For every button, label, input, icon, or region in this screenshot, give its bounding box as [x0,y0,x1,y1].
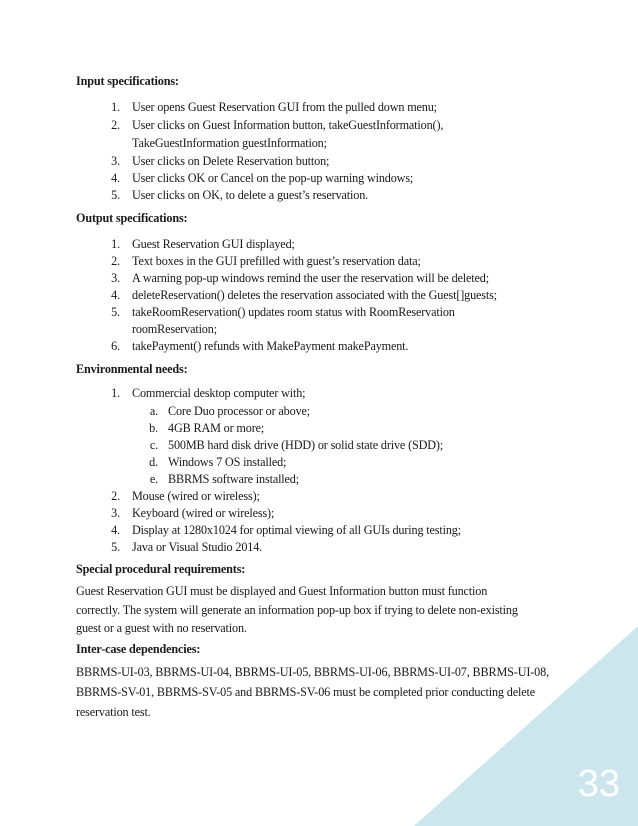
paragraph-line: BBRMS-SV-01, BBRMS-SV-05 and BBRMS-SV-06 must be completed prior conducting delete [76,685,535,699]
inter-case-dependencies-heading: Inter-case dependencies: [76,642,201,656]
paragraph-line: correctly. The system will generate an information pop-up box if trying to delete non-existing [76,603,518,617]
input-specifications-heading: Input specifications: [76,74,179,88]
document-page: Input specifications: 1. User opens Guest Reservation GUI from the pulled down menu; 2. User clicks on Guest Information button, takeGuestInformation(), TakeGuestInformation guestInformation; 3. User clicks on Delete Reservation button; 4. User clicks OK or Cancel on the pop-up warning windows; 5. User clicks on OK, to delete a guest’s reservation. Output specifications: 1. Guest Reservation GUI displayed; 2. Text boxes in the GUI prefilled with guest’s reservation data; 3. A warning pop-up windows remind the user the reservation will be deleted; 4. deleteReservation() deletes the reservation associated with the Guest[]guests; 5. takeRoomReservation() updates room status with RoomReservation roomReservation; 6. takePayment() refunds with MakePayment makePayment. Environmental needs: 1. Commercial desktop computer with; a. Core Duo processor or above; b. 4GB RAM or more; c. 500MB hard disk drive (HDD) or solid state drive (SDD); d. Windows 7 OS installed; e. BBRMS software installed; 2. Mouse (wired or wireless); 3. Keyboard (wired or wireless); 4. Display at 1280x1024 for optimal viewing of all GUIs during testing; 5. Java or Visual Studio 2014. Special procedural requirements: Guest Reservation GUI must be displayed and Guest Information button must function correctly. The system will generate an information pop-up box if trying to delete non-existing guest or a guest with no reservation. Inter-case dependencies: BBRMS-UI-03, BBRMS-UI-04, BBRMS-UI-05, BBRMS-UI-06, BBRMS-UI-07, BBRMS-UI-08, BBRMS-SV-01, BBRMS-SV-05 and BBRMS-SV-06 must be completed prior conducting delete reservation test. 33 [0,0,638,826]
output-specifications-heading: Output specifications: [76,211,188,225]
paragraph-line: reservation test. [76,705,151,719]
special-procedural-requirements-heading: Special procedural requirements: [76,562,246,576]
environmental-needs-heading: Environmental needs: [76,362,188,376]
paragraph-line: Guest Reservation GUI must be displayed and Guest Information button must function [76,584,488,598]
paragraph-line: guest or a guest with no reservation. [76,621,247,635]
page-number: 33 [577,763,620,805]
paragraph-line: BBRMS-UI-03, BBRMS-UI-04, BBRMS-UI-05, BBRMS-UI-06, BBRMS-UI-07, BBRMS-UI-08, [76,665,549,679]
